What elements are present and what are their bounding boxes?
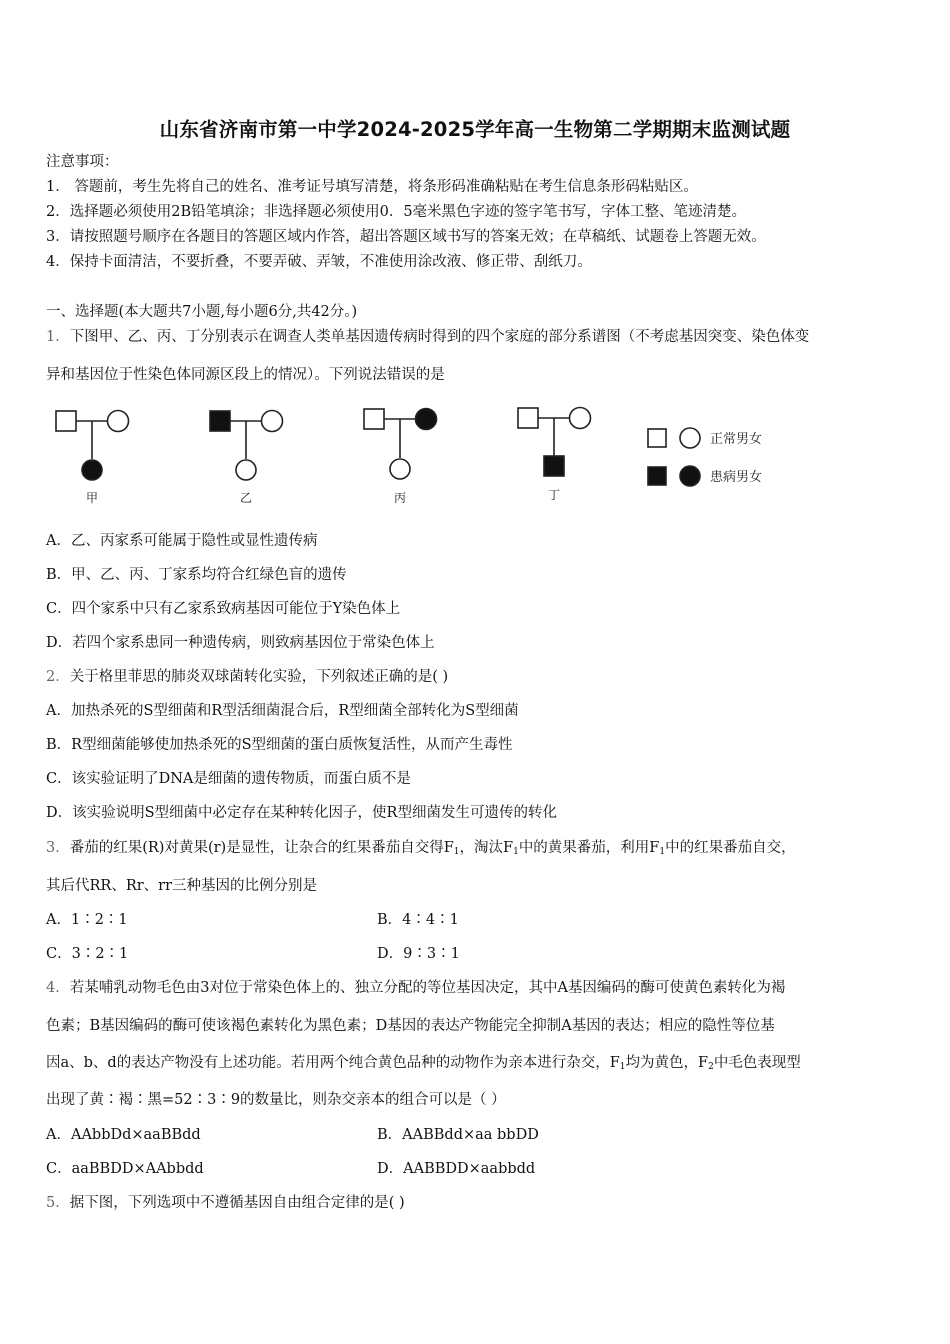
question-1-option-a: A．乙、丙家系可能属于隐性或显性遗传病: [46, 533, 318, 549]
page-title: 山东省济南市第一中学2024-2025学年高一生物第二学期期末监测试题: [159, 118, 791, 141]
notice-item-2: 2．选择题必须使用2B铅笔填涂；非选择题必须使用0．5毫米黑色字迹的签字笔书写，字体工整、笔迹清楚。: [46, 204, 747, 220]
legend-normal-male-icon: [648, 429, 666, 447]
question-4-option-d: D．AABBDD×aabbdd: [377, 1161, 536, 1177]
family-label-ding: 丁: [548, 488, 561, 502]
father-normal-male: [56, 411, 76, 431]
question-2-text: 2．关于格里菲思的肺炎双球菌转化实验，下列叙述正确的是( ): [46, 669, 449, 685]
question-3-option-d: D．9∶3∶1: [377, 946, 460, 962]
question-1-text-line-2: 异和基因位于性染色体同源区段上的情况）。下列说法错误的是: [46, 367, 445, 383]
legend-affected-label: 患病男女: [710, 470, 763, 485]
question-4-option-a: A．AAbbDd×aaBBdd: [46, 1127, 201, 1143]
child-normal-female: [390, 459, 410, 479]
child-affected-male: [544, 456, 564, 476]
question-1-option-b: B．甲、乙、丙、丁家系均符合红绿色盲的遗传: [46, 567, 347, 583]
mother-affected-female: [416, 409, 437, 430]
question-2-option-c: C．该实验证明了DNA是细菌的遗传物质，而蛋白质不是: [46, 771, 411, 787]
mother-normal-female: [262, 411, 283, 432]
pedigree-diagram: [46, 398, 786, 516]
question-3-option-a: A．1∶2∶1: [46, 912, 128, 928]
notice-item-3: 3．请按照题号顺序在各题目的答题区域内作答，超出答题区域书写的答案无效；在草稿纸、试题卷上答题无效。: [46, 229, 766, 245]
question-4-text-line-2: 色素；B基因编码的酶可使该褐色素转化为黑色素；D基因的表达产物能完全抑制A基因的表达；相应的隐性等位基: [46, 1018, 775, 1034]
question-4-text-line-4: 出现了黄∶褐∶黑=52∶3∶9的数量比，则杂交亲本的组合可以是（ ）: [46, 1092, 506, 1108]
mother-normal-female: [570, 408, 591, 429]
question-number: 3．: [46, 840, 70, 856]
question-1-option-c: C．四个家系中只有乙家系致病基因可能位于Y染色体上: [46, 601, 401, 617]
child-affected-female: [82, 460, 102, 480]
family-bing-pedigree: [364, 409, 437, 480]
family-label-yi: 乙: [240, 491, 253, 505]
family-label-bing: 丙: [394, 491, 407, 505]
family-yi-pedigree: [210, 411, 283, 481]
question-4-option-b: B．AABBdd×aa bbDD: [377, 1127, 539, 1143]
notice-item-1: 1． 答题前，考生先将自己的姓名、准考证号填写清楚，将条形码准确粘贴在考生信息条形码粘贴区。: [46, 179, 698, 195]
question-4-text-line-1: 4．若某哺乳动物毛色由3对位于常染色体上的、独立分配的等位基因决定，其中A基因编码的酶可使黄色素转化为褐: [46, 980, 786, 996]
question-number: 1．: [46, 329, 70, 345]
legend-normal-female-icon: [680, 428, 700, 448]
legend-affected-male-icon: [648, 467, 666, 485]
question-2-option-b: B．R型细菌能够使加热杀死的S型细菌的蛋白质恢复活性，从而产生毒性: [46, 737, 513, 753]
question-1-text-line-1: 1．下图甲、乙、丙、丁分别表示在调查人类单基因遗传病时得到的四个家庭的部分系谱图（不考虑基因突变、染色体变: [46, 329, 810, 345]
question-4-option-c: C．aaBBDD×AAbbdd: [46, 1161, 204, 1177]
legend-normal-label: 正常男女: [710, 432, 763, 447]
mother-normal-female: [108, 411, 129, 432]
father-normal-male: [364, 409, 384, 429]
question-3-text-line-1: 3．番茄的红果(R)对黄果(r)是显性，让杂合的红果番茄自交得$F_1$，淘汰$F_1$中的黄果番茄，利用$F_1$中的红果番茄自交，: [46, 840, 796, 857]
family-ding-pedigree: [518, 408, 591, 477]
father-affected-male: [210, 411, 230, 431]
question-number: 5．: [46, 1195, 70, 1211]
notice-item-4: 4．保持卡面清洁，不要折叠，不要弄破、弄皱，不准使用涂改液、修正带、刮纸刀。: [46, 254, 592, 270]
family-jia-pedigree: [56, 411, 129, 481]
question-2-option-a: A．加热杀死的S型细菌和R型活细菌混合后，R型细菌全部转化为S型细菌: [46, 703, 519, 719]
question-3-option-b: B．4∶4∶1: [377, 912, 459, 928]
question-3-option-c: C．3∶2∶1: [46, 946, 129, 962]
question-number: 2．: [46, 669, 70, 685]
section-heading: 一、选择题(本大题共7小题,每小题6分,共42分。): [46, 304, 358, 320]
question-3-text-line-2: 其后代RR、Rr、rr三种基因的比例分别是: [46, 878, 318, 894]
legend-affected-female-icon: [680, 466, 700, 486]
father-normal-male: [518, 408, 538, 428]
question-2-option-d: D．该实验说明S型细菌中必定存在某种转化因子，使R型细菌发生可遗传的转化: [46, 805, 557, 821]
family-label-jia: 甲: [86, 491, 99, 505]
notice-heading: 注意事项：: [46, 154, 119, 170]
question-5-text: 5．据下图，下列选项中不遵循基因自由组合定律的是( ): [46, 1195, 405, 1211]
child-normal-female: [236, 460, 256, 480]
question-number: 4．: [46, 980, 70, 996]
question-4-text-line-3: 因a、b、d的表达产物没有上述功能。若用两个纯合黄色品种的动物作为亲本进行杂交，$F_1$均为黄色，$F_2$中毛色表现型: [46, 1055, 801, 1072]
question-1-option-d: D．若四个家系患同一种遗传病，则致病基因位于常染色体上: [46, 635, 435, 651]
